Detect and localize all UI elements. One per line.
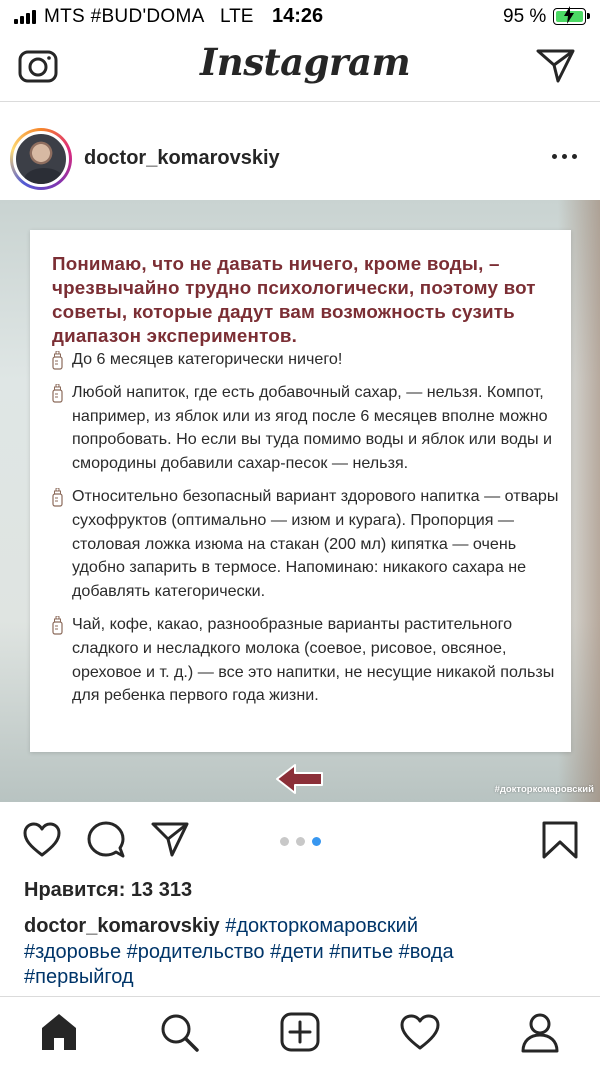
instagram-logo: Instagram — [200, 40, 411, 84]
caption-username[interactable]: doctor_komarovskiy — [24, 915, 220, 937]
signal-strength-icon — [14, 10, 40, 24]
post-username[interactable]: doctor_komarovskiy — [84, 147, 280, 169]
status-bar — [0, 0, 600, 34]
top-navigation — [0, 34, 600, 102]
caption — [24, 914, 584, 991]
hashtag-watermark: #докторкомаровский — [494, 784, 594, 795]
back-arrow-icon — [275, 762, 325, 796]
caption-hashtags[interactable]: #здоровье #родительство #дети #питье #вода — [24, 940, 454, 963]
bottom-tab-bar — [0, 996, 600, 1066]
bullet-item: Любой напиток, где есть добавочный сахар, — нельзя. Компот, например, из яблок или из ягод после 6 месяцев вполне можно попробовать. Но если вы туда помимо воды и яблок или воды и смородины добавили сахар-песок — нельзя. — [48, 381, 563, 476]
battery-percent: 95 % — [503, 6, 547, 27]
carousel-dot — [280, 837, 289, 846]
baby-bottle-icon — [51, 488, 64, 507]
charging-bolt-icon — [562, 6, 576, 24]
profile-icon[interactable] — [519, 1011, 561, 1053]
search-icon[interactable] — [158, 1011, 200, 1053]
heart-icon[interactable] — [22, 820, 62, 860]
likes-count[interactable]: Нравится: 13 313 — [24, 879, 193, 901]
status-time: 14:26 — [272, 5, 324, 27]
carousel-dot — [296, 837, 305, 846]
post-image[interactable] — [0, 200, 600, 802]
new-post-icon[interactable] — [279, 1011, 321, 1053]
paper-plane-icon[interactable] — [536, 48, 576, 84]
bullet-item: До 6 месяцев категорически ничего! — [48, 348, 563, 372]
bullet-item: Чай, кофе, какао, разнообразные варианты растительного сладкого и несладкого молока (соевое, рисовое, овсяное, ореховое и т. д.) — все это напитки, не несущие никакой пользы для ребенка первого года жизни. — [48, 613, 563, 708]
bullet-item: Относительно безопасный вариант здорового напитка — отвары сухофруктов (оптимально — изюм и курага). Пропорция — столовая ложка изюма на стакан (200 мл) кипятка — очень удобно запарить в термосе. Напоминаю: никакого сахара не добавлять категорически. — [48, 485, 563, 604]
avatar[interactable] — [13, 131, 69, 187]
post-actions — [0, 802, 600, 874]
carousel-indicator — [280, 837, 324, 847]
post-header — [0, 118, 600, 198]
avatar-story-ring[interactable] — [10, 128, 72, 190]
baby-bottle-icon — [51, 616, 64, 635]
caption-hashtag[interactable]: #докторкомаровский — [225, 915, 418, 937]
share-icon[interactable] — [150, 820, 190, 860]
info-card — [30, 230, 571, 752]
caption-hashtag[interactable]: #первыйгод — [24, 966, 134, 988]
bookmark-icon[interactable] — [540, 820, 580, 860]
more-options-icon[interactable] — [550, 146, 580, 166]
activity-heart-icon[interactable] — [399, 1011, 441, 1053]
carousel-dot-active — [312, 837, 321, 846]
baby-bottle-icon — [51, 384, 64, 403]
battery-icon — [553, 8, 586, 25]
carrier-name: MTS #BUD'DOMA — [44, 6, 205, 27]
home-icon[interactable] — [38, 1011, 80, 1053]
comment-icon[interactable] — [86, 820, 126, 860]
network-type: LTE — [220, 6, 254, 27]
baby-bottle-icon — [51, 351, 64, 370]
camera-icon[interactable] — [18, 46, 58, 86]
card-title: Понимаю, что не давать ничего, кроме воды, – чрезвычайно трудно психологически, поэтому вот советы, которые дадут вам возможность сузить диапазон экспериментов. — [52, 253, 536, 346]
card-bullet-list — [48, 348, 563, 717]
